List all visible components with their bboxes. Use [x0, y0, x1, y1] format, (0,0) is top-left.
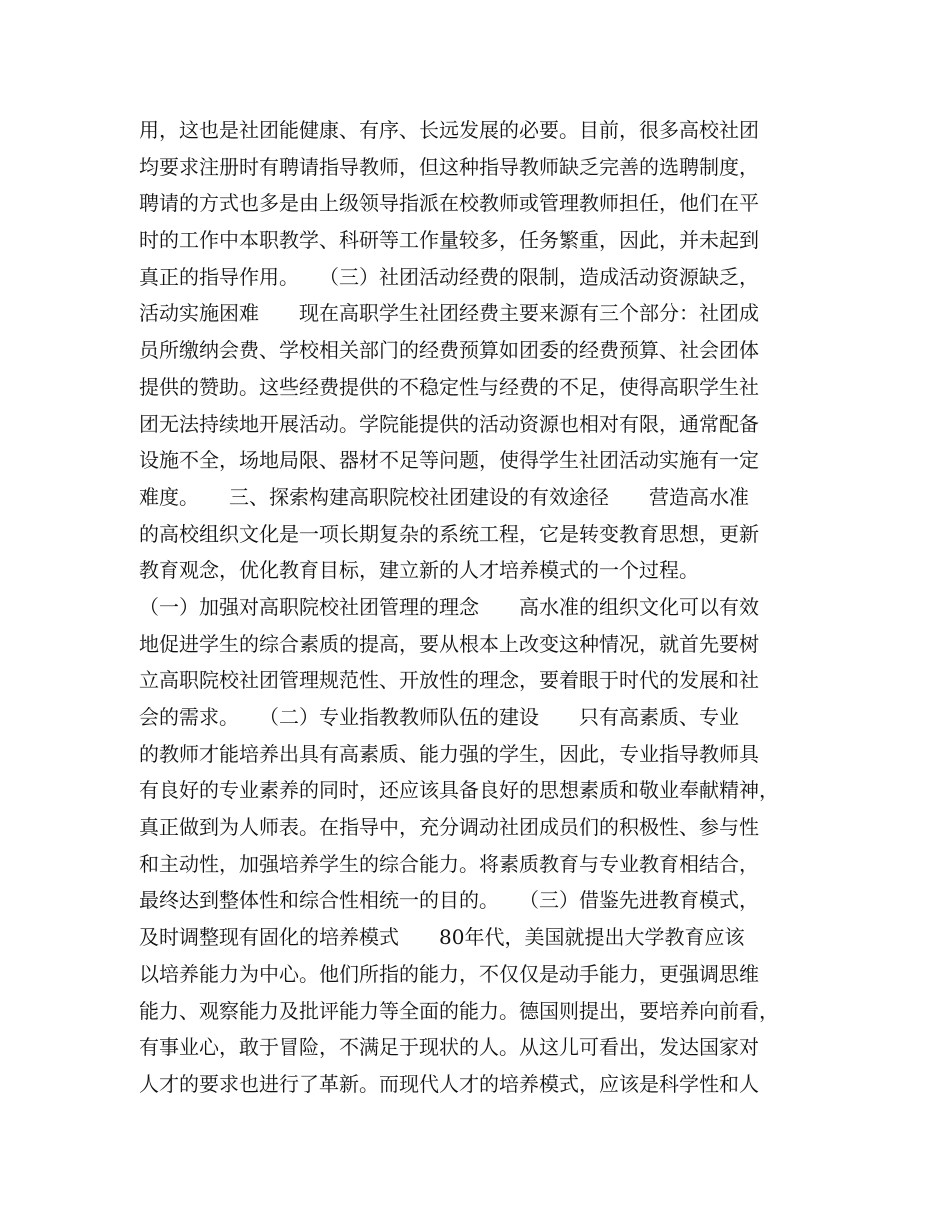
- text-line: 能力、观察能力及批评能力等全面的能力。德国则提出，要培养向前看，: [139, 998, 779, 1023]
- text-line: 用，这也是社团能健康、有序、长远发展的必要。目前，很多高校社团: [139, 118, 759, 142]
- text-line: 聘请的方式也多是由上级领导指派在校教师或管理教师担任，他们在平: [139, 191, 759, 216]
- text-line: 真正的指导作用。 （三）社团活动经费的限制，造成活动资源缺乏，: [139, 264, 759, 289]
- text-line: 活动实施困难 现在高职学生社团经费主要来源有三个部分：社团成: [139, 301, 759, 326]
- text-line: 以培养能力为中心。他们所指的能力，不仅仅是动手能力，更强调思维: [139, 961, 759, 986]
- text-line: 人才的要求也进行了革新。而现代人才的培养模式，应该是科学性和人: [139, 1071, 759, 1096]
- text-line: 地促进学生的综合素质的提高，要从根本上改变这种情况，就首先要树: [139, 631, 759, 656]
- text-line: 和主动性，加强培养学生的综合能力。将素质教育与专业教育相结合，: [139, 851, 759, 876]
- text-line: 设施不全，场地局限、器材不足等问题，使得学生社团活动实施有一定: [139, 448, 759, 473]
- text-line: 的高校组织文化是一项长期复杂的系统工程，它是转变教育思想，更新: [139, 521, 759, 546]
- text-line: 及时调整现有固化的培养模式 80年代，美国就提出大学教育应该: [139, 925, 745, 950]
- text-line: 员所缴纳会费、学校相关部门的经费预算如团委的经费预算、社会团体: [139, 338, 759, 363]
- text-line: 真正做到为人师表。在指导中，充分调动社团成员们的积极性、参与性: [139, 815, 759, 840]
- text-line: 时的工作中本职教学、科研等工作量较多，任务繁重，因此，并未起到: [139, 228, 759, 253]
- text-line: 均要求注册时有聘请指导教师，但这种指导教师缺乏完善的选聘制度，: [139, 154, 759, 179]
- text-line: 的教师才能培养出具有高素质、能力强的学生，因此，专业指导教师具: [139, 741, 759, 766]
- text-line: 最终达到整体性和综合性相统一的目的。 （三）借鉴先进教育模式，: [139, 888, 759, 913]
- text-line: 会的需求。 （二）专业指教教师队伍的建设 只有高素质、专业: [139, 705, 739, 729]
- text-line: 团无法持续地开展活动。学院能提供的活动资源也相对有限，通常配备: [139, 411, 759, 436]
- text-line: （一）加强对高职院校社团管理的理念 高水准的组织文化可以有效: [139, 594, 759, 619]
- body-text: [139, 112, 819, 1103]
- text-line: 有事业心，敢于冒险，不满足于现状的人。从这儿可看出，发达国家对: [139, 1035, 759, 1060]
- text-line: 有良好的专业素养的同时，还应该具备良好的思想素质和敬业奉献精神，: [139, 778, 779, 803]
- text-line: 提供的赞助。这些经费提供的不稳定性与经费的不足，使得高职学生社: [139, 374, 759, 399]
- text-line: 教育观念，优化教育目标，建立新的人才培养模式的一个过程。: [139, 558, 699, 583]
- text-line: 立高职院校社团管理规范性、开放性的理念，要着眼于时代的发展和社: [139, 668, 759, 693]
- text-line: 难度。 三、探索构建高职院校社团建设的有效途径 营造高水准: [139, 484, 749, 509]
